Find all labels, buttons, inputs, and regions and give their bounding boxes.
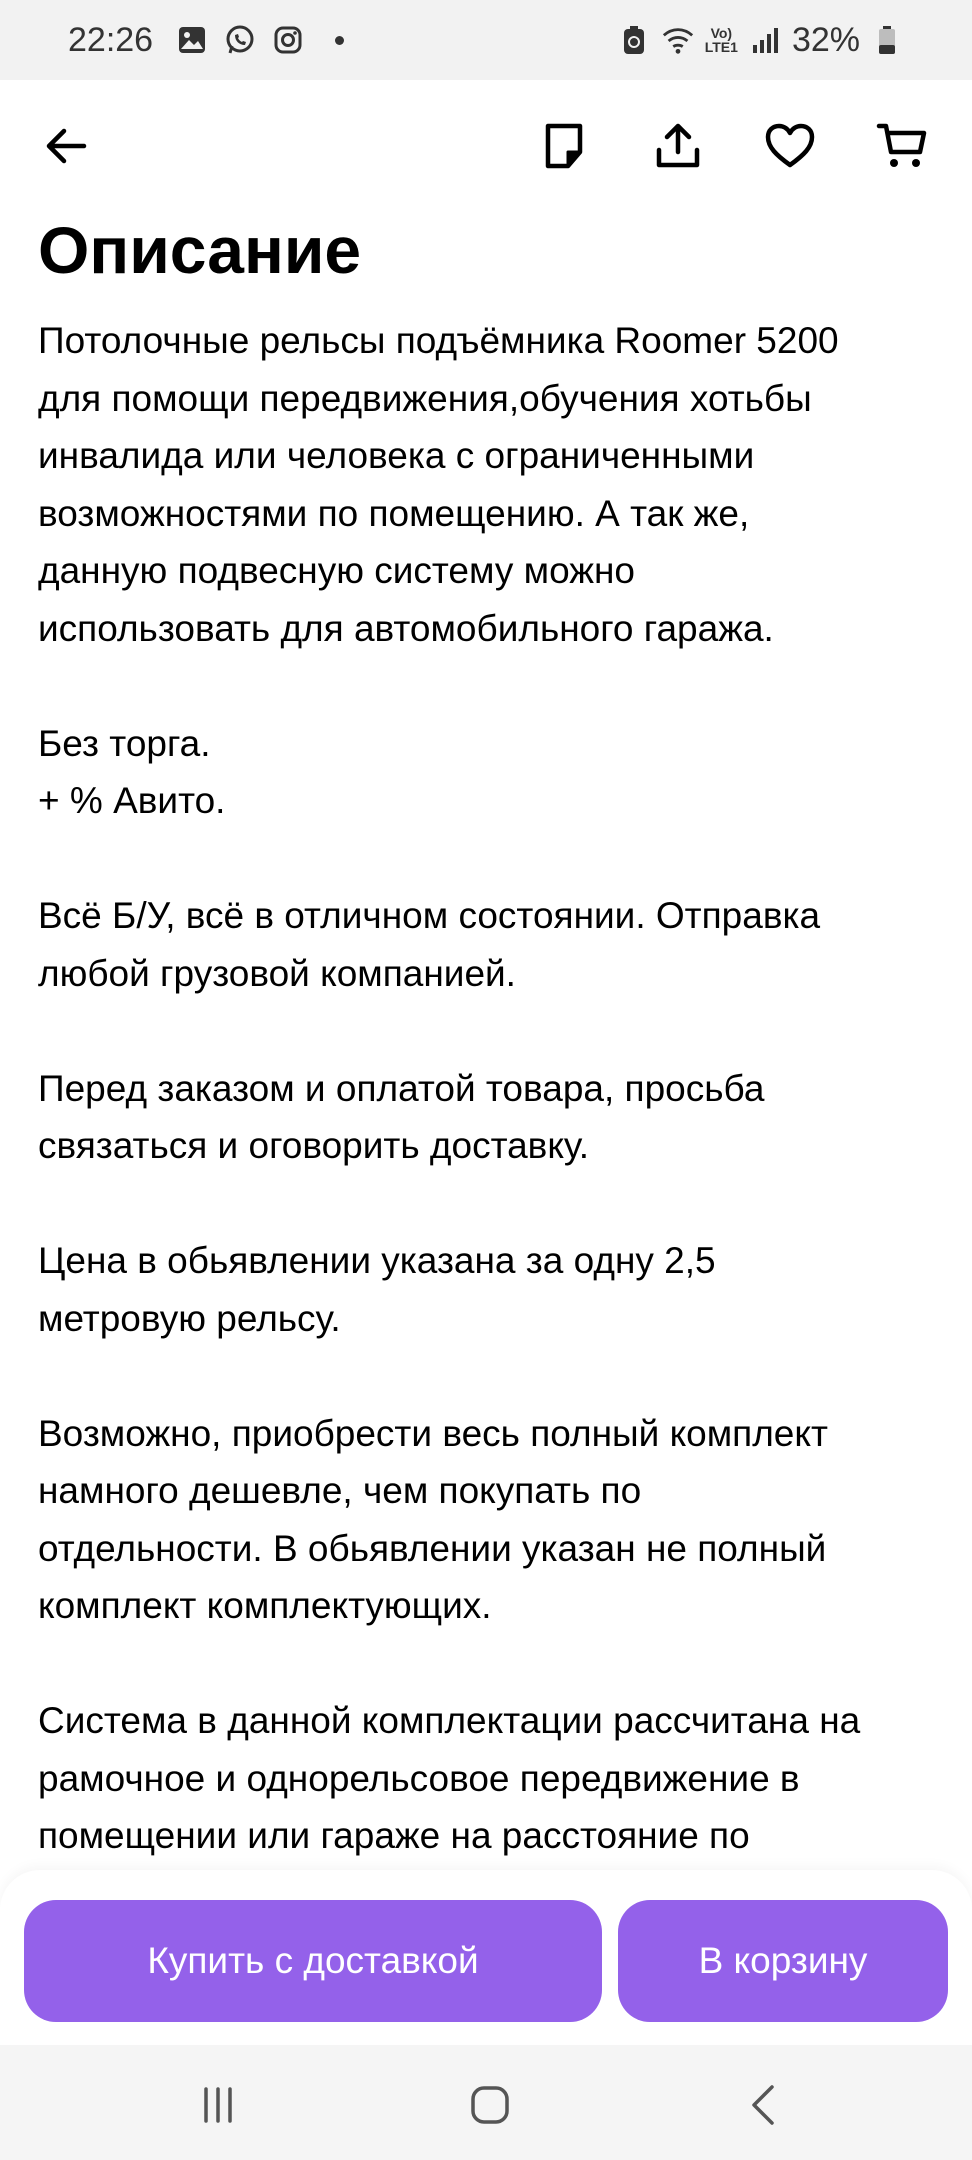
description-line: любой грузовой компанией. bbox=[38, 952, 516, 994]
status-right bbox=[617, 21, 904, 60]
description-paragraph bbox=[38, 715, 938, 830]
description-paragraph bbox=[38, 1692, 938, 1865]
home-icon bbox=[469, 2084, 511, 2126]
description-line: Перед заказом и оплатой товара, просьба bbox=[38, 1067, 765, 1109]
description-line: рамочное и однорельсовое передвижение в bbox=[38, 1757, 800, 1799]
description-paragraph bbox=[38, 1232, 938, 1347]
signal-icon bbox=[748, 23, 782, 57]
description-paragraph bbox=[38, 1405, 938, 1635]
description-line: использовать для автомобильного гаража. bbox=[38, 607, 774, 649]
description-line: помещении или гараже на расстояние по bbox=[38, 1815, 750, 1856]
back-arrow-icon bbox=[44, 124, 88, 168]
description-line: + % Авито. bbox=[38, 780, 226, 821]
back-icon bbox=[744, 2083, 784, 2127]
network-label-bottom: LTE1 bbox=[704, 39, 738, 55]
description-line: метровую рельсу. bbox=[38, 1297, 341, 1339]
status-bar bbox=[0, 0, 972, 80]
top-toolbar bbox=[0, 80, 972, 210]
share-icon bbox=[654, 122, 702, 170]
description-line: связаться и оговорить доставку. bbox=[38, 1125, 590, 1166]
system-back-button[interactable] bbox=[734, 2075, 794, 2135]
description-line: Всё Б/У, всё в отличном состоянии. Отправка bbox=[38, 895, 821, 936]
description-section bbox=[38, 210, 938, 1865]
back-button[interactable] bbox=[36, 116, 96, 176]
battery-saver-icon bbox=[617, 23, 651, 57]
battery-percent: 32% bbox=[791, 20, 860, 59]
description-line: данную подвесную систему можно bbox=[38, 550, 636, 591]
favorite-button[interactable] bbox=[760, 116, 820, 176]
description-line: Без торга. bbox=[38, 722, 211, 764]
status-left bbox=[68, 21, 344, 60]
network-label bbox=[705, 26, 738, 54]
heart-icon bbox=[764, 122, 816, 170]
recent-apps-icon bbox=[198, 2085, 238, 2125]
status-time: 22:26 bbox=[68, 20, 154, 59]
description-line: отдельности. В обьявлении указан не полный bbox=[38, 1527, 827, 1569]
description-paragraph bbox=[38, 1060, 938, 1175]
system-nav-bar bbox=[0, 2045, 972, 2160]
description-paragraph bbox=[38, 312, 938, 657]
description-line: намного дешевле, чем покупать по bbox=[38, 1470, 642, 1511]
whatsapp-icon bbox=[223, 23, 257, 57]
description-title: Описание bbox=[38, 213, 362, 287]
description-line: Цена в обьявлении указана за одну 2,5 bbox=[38, 1240, 716, 1281]
description-line: возможностями по помещению. А так же, bbox=[38, 492, 750, 534]
cart-button[interactable] bbox=[872, 116, 932, 176]
instagram-icon bbox=[271, 23, 305, 57]
recent-apps-button[interactable] bbox=[188, 2075, 248, 2135]
share-button[interactable] bbox=[648, 116, 708, 176]
description-line: Потолочные рельсы подъёмника Roomer 5200 bbox=[38, 320, 839, 361]
add-to-cart-button[interactable]: В корзину bbox=[618, 1900, 948, 2022]
cart-icon bbox=[876, 120, 928, 172]
battery-icon bbox=[870, 23, 904, 57]
network-label-top: Vo) bbox=[710, 25, 733, 41]
description-line: инвалида или человека с ограниченными bbox=[38, 435, 755, 476]
note-icon bbox=[542, 122, 586, 170]
buy-with-delivery-button[interactable]: Купить с доставкой bbox=[24, 1900, 602, 2022]
description-line: для помощи передвижения,обучения хотьбы bbox=[38, 377, 812, 419]
description-paragraph bbox=[38, 887, 938, 1002]
home-button[interactable] bbox=[460, 2075, 520, 2135]
wifi-icon bbox=[661, 23, 695, 57]
note-button[interactable] bbox=[534, 116, 594, 176]
gallery-icon bbox=[175, 23, 209, 57]
description-line: комплект комплектующих. bbox=[38, 1585, 492, 1626]
description-line: Возможно, приобрести весь полный комплект bbox=[38, 1412, 828, 1454]
notification-dot bbox=[335, 36, 344, 45]
description-line: Система в данной комплектации рассчитана на bbox=[38, 1700, 861, 1741]
